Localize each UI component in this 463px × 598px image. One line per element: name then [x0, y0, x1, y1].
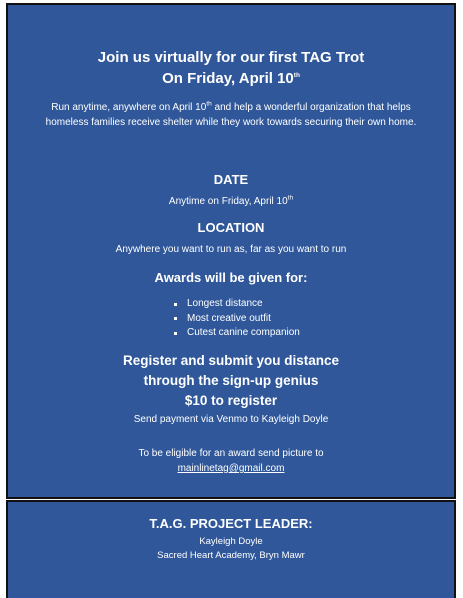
award-item-label: Cutest canine companion: [187, 327, 300, 338]
intro-part-1: Run anytime, anywhere on April 10: [51, 102, 207, 113]
award-item-label: Most creative outfit: [187, 312, 271, 324]
register-line-1: Register and submit you distance: [122, 353, 340, 368]
location-text: Anywhere you want to run as, far as you want to run: [115, 244, 347, 255]
date-heading: DATE: [213, 172, 249, 187]
register-block: [8, 351, 454, 411]
flyer-main-panel: [6, 3, 456, 499]
list-item: [174, 297, 300, 312]
register-line-2: through the sign-up genius: [143, 373, 319, 388]
intro-sup: th: [206, 100, 212, 108]
bullet-icon: [174, 303, 177, 306]
awards-list: [174, 297, 300, 341]
date-text: [8, 196, 454, 207]
title-line-2-text: On Friday, April 10: [162, 70, 294, 87]
intro-paragraph: [44, 100, 418, 130]
list-item: [174, 312, 300, 327]
awards-heading: Awards will be given for:: [154, 270, 308, 285]
title-line-1: Join us virtually for our first TAG Trot: [97, 49, 365, 66]
project-leader-heading: T.A.G. PROJECT LEADER:: [149, 516, 313, 531]
project-leader-panel: [6, 500, 456, 598]
payment-text: Send payment via Venmo to Kayleigh Doyle: [133, 414, 329, 425]
date-text-main: Anytime on Friday, April 10: [168, 196, 288, 207]
leader-name: Kayleigh Doyle: [199, 536, 263, 547]
flyer-title: [8, 47, 454, 89]
award-item-label: Longest distance: [187, 298, 263, 309]
list-item: [174, 326, 300, 341]
location-heading: LOCATION: [197, 220, 265, 235]
eligibility-text: To be eligible for an award send picture to: [138, 448, 324, 459]
bullet-icon: [174, 317, 177, 320]
email-link[interactable]: mainlinetag@gmail.com: [177, 463, 285, 474]
title-line-2: [8, 68, 454, 89]
title-line-2-suffix: th: [293, 72, 300, 79]
bullet-icon: [174, 332, 177, 335]
date-text-suffix: th: [287, 194, 294, 202]
leader-school: Sacred Heart Academy, Bryn Mawr: [157, 550, 305, 561]
intro-part-2: and help a wonderful organization that helps homeless families receive shelter while they work towards securing their own home.: [45, 102, 417, 128]
register-line-3: $10 to register: [184, 393, 278, 408]
